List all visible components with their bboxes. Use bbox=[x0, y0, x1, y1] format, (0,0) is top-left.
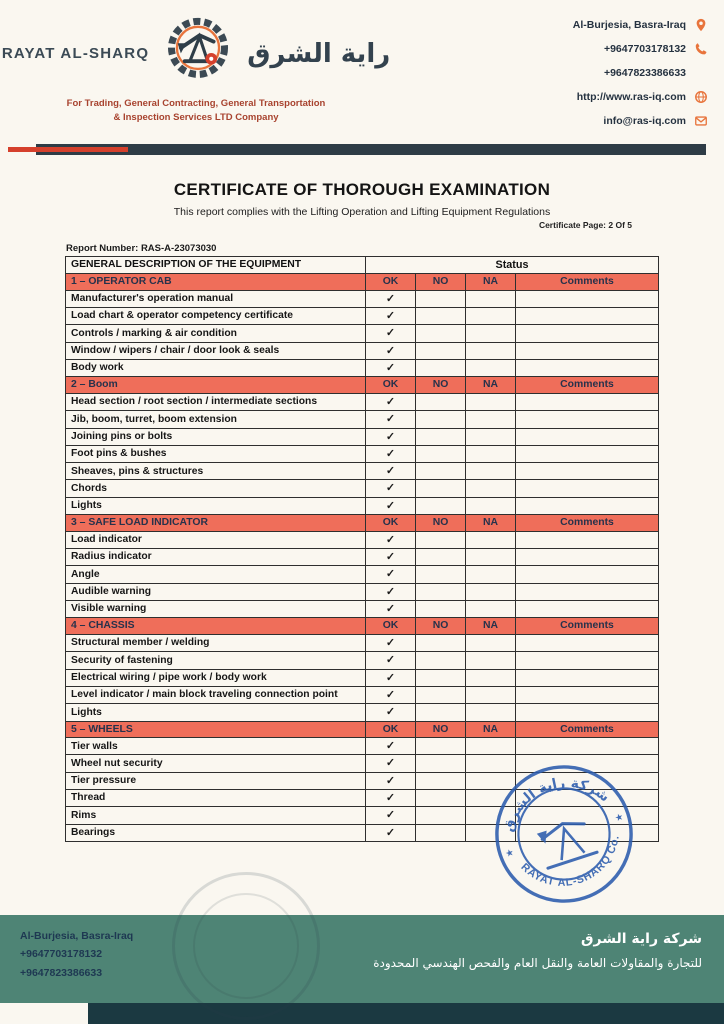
column-header-no: NO bbox=[416, 515, 466, 532]
column-header-ok: OK bbox=[366, 618, 416, 635]
column-header-comments: Comments bbox=[516, 618, 659, 635]
na-cell bbox=[466, 549, 516, 566]
ok-cell: ✓ bbox=[366, 480, 416, 497]
no-cell bbox=[416, 755, 466, 772]
section-header-row bbox=[66, 618, 659, 635]
footer-arabic-block bbox=[373, 927, 702, 970]
na-cell bbox=[466, 445, 516, 462]
contact-list bbox=[476, 12, 708, 138]
stamp-star-right-icon: ★ bbox=[613, 811, 626, 825]
column-header-no: NO bbox=[416, 721, 466, 738]
na-cell bbox=[466, 566, 516, 583]
ok-cell: ✓ bbox=[366, 497, 416, 514]
equipment-item-label: Lights bbox=[66, 497, 366, 514]
brand-block bbox=[1, 12, 391, 125]
comment-cell bbox=[516, 549, 659, 566]
equipment-item-label: Radius indicator bbox=[66, 549, 366, 566]
equipment-row bbox=[66, 393, 659, 410]
equipment-item-label: Foot pins & bushes bbox=[66, 445, 366, 462]
no-cell bbox=[416, 807, 466, 824]
ok-cell: ✓ bbox=[366, 583, 416, 600]
ok-cell: ✓ bbox=[366, 290, 416, 307]
equipment-row bbox=[66, 652, 659, 669]
section-title: 3 – SAFE LOAD INDICATOR bbox=[66, 515, 366, 532]
ok-cell: ✓ bbox=[366, 445, 416, 462]
footer-company-desc-arabic: للتجارة والمقاولات العامة والنقل العام والفحص الهندسي المحدودة bbox=[373, 956, 702, 970]
equipment-item-label: Structural member / welding bbox=[66, 634, 366, 651]
ok-cell: ✓ bbox=[366, 549, 416, 566]
na-cell bbox=[466, 634, 516, 651]
ok-cell: ✓ bbox=[366, 704, 416, 721]
header-phone2: +9647823386633 bbox=[603, 67, 686, 79]
header-website: http://www.ras-iq.com bbox=[576, 91, 686, 103]
equipment-row bbox=[66, 634, 659, 651]
tagline-line1: For Trading, General Contracting, General Transportation bbox=[66, 98, 326, 109]
comment-cell bbox=[516, 428, 659, 445]
na-cell bbox=[466, 480, 516, 497]
contact-row-phone1 bbox=[476, 42, 708, 56]
na-cell bbox=[466, 393, 516, 410]
no-cell bbox=[416, 497, 466, 514]
column-header-ok: OK bbox=[366, 377, 416, 394]
footer-phone2: +9647823386633 bbox=[20, 966, 103, 979]
no-cell bbox=[416, 428, 466, 445]
no-cell bbox=[416, 549, 466, 566]
equipment-item-label: Load chart & operator competency certificate bbox=[66, 308, 366, 325]
no-cell bbox=[416, 824, 466, 841]
comment-cell bbox=[516, 342, 659, 359]
ok-cell: ✓ bbox=[366, 738, 416, 755]
comment-cell bbox=[516, 704, 659, 721]
location-pin-icon bbox=[694, 18, 708, 32]
no-cell bbox=[416, 669, 466, 686]
report-number: Report Number: RAS-A-23073030 bbox=[66, 243, 217, 254]
no-cell bbox=[416, 583, 466, 600]
equipment-row bbox=[66, 290, 659, 307]
na-cell bbox=[466, 704, 516, 721]
ok-cell: ✓ bbox=[366, 807, 416, 824]
no-cell bbox=[416, 463, 466, 480]
company-taglines bbox=[10, 97, 382, 125]
letterhead bbox=[0, 0, 724, 138]
ok-cell: ✓ bbox=[366, 669, 416, 686]
equipment-row bbox=[66, 411, 659, 428]
comment-cell bbox=[516, 290, 659, 307]
comment-cell bbox=[516, 669, 659, 686]
section-title: 2 – Boom bbox=[66, 377, 366, 394]
equipment-item-label: Security of fastening bbox=[66, 652, 366, 669]
comment-cell bbox=[516, 497, 659, 514]
na-cell bbox=[466, 411, 516, 428]
footer-company-name-arabic: شركة راية الشرق bbox=[581, 931, 702, 947]
column-header-na: NA bbox=[466, 618, 516, 635]
header-email: info@ras-iq.com bbox=[603, 115, 686, 127]
equipment-item-label: Angle bbox=[66, 566, 366, 583]
comment-cell bbox=[516, 480, 659, 497]
equipment-item-label: Window / wipers / chair / door look & seals bbox=[66, 342, 366, 359]
header-phone1: +9647703178132 bbox=[603, 43, 686, 55]
no-cell bbox=[416, 290, 466, 307]
na-cell bbox=[466, 342, 516, 359]
equipment-row bbox=[66, 497, 659, 514]
comment-cell bbox=[516, 325, 659, 342]
column-header-ok: OK bbox=[366, 721, 416, 738]
no-cell bbox=[416, 325, 466, 342]
document-subtitle: This report complies with the Lifting Operation and Lifting Equipment Regulations bbox=[173, 206, 551, 218]
section-header-row bbox=[66, 721, 659, 738]
equipment-item-label: Bearings bbox=[66, 824, 366, 841]
comment-cell bbox=[516, 359, 659, 376]
equipment-item-label: Lights bbox=[66, 704, 366, 721]
equipment-row bbox=[66, 549, 659, 566]
ok-cell: ✓ bbox=[366, 824, 416, 841]
column-header-ok: OK bbox=[366, 515, 416, 532]
comment-cell bbox=[516, 411, 659, 428]
no-cell bbox=[416, 411, 466, 428]
description-header: GENERAL DESCRIPTION OF THE EQUIPMENT bbox=[66, 257, 366, 274]
ok-cell: ✓ bbox=[366, 686, 416, 703]
section-header-row bbox=[66, 377, 659, 394]
equipment-row bbox=[66, 445, 659, 462]
globe-icon bbox=[694, 90, 708, 104]
email-icon bbox=[694, 114, 708, 128]
equipment-row bbox=[66, 601, 659, 618]
tagline-line2: & Inspection Services LTD Company bbox=[113, 111, 279, 123]
na-cell bbox=[466, 428, 516, 445]
no-cell bbox=[416, 772, 466, 789]
equipment-row bbox=[66, 342, 659, 359]
comment-cell bbox=[516, 601, 659, 618]
contact-row-website bbox=[476, 90, 708, 104]
comment-cell bbox=[516, 583, 659, 600]
no-cell bbox=[416, 634, 466, 651]
equipment-item-label: Level indicator / main block traveling connection point bbox=[66, 686, 366, 703]
section-title: 4 – CHASSIS bbox=[66, 618, 366, 635]
contact-row-phone2 bbox=[476, 66, 708, 80]
company-name-english: RAYAT AL-SHARQ bbox=[1, 45, 150, 62]
na-cell bbox=[466, 497, 516, 514]
company-name-arabic: راية الشرق bbox=[247, 38, 391, 69]
equipment-item-label: Chords bbox=[66, 480, 366, 497]
stamp-star-left-icon: ★ bbox=[503, 846, 516, 861]
spacer-icon bbox=[694, 66, 708, 80]
equipment-item-label: Visible warning bbox=[66, 601, 366, 618]
contact-row-address bbox=[476, 18, 708, 32]
equipment-item-label: Rims bbox=[66, 807, 366, 824]
comment-cell bbox=[516, 566, 659, 583]
no-cell bbox=[416, 308, 466, 325]
equipment-row bbox=[66, 428, 659, 445]
equipment-row bbox=[66, 480, 659, 497]
equipment-item-label: Tier pressure bbox=[66, 772, 366, 789]
equipment-row bbox=[66, 531, 659, 548]
no-cell bbox=[416, 566, 466, 583]
no-cell bbox=[416, 790, 466, 807]
equipment-row bbox=[66, 463, 659, 480]
ok-cell: ✓ bbox=[366, 566, 416, 583]
phone-icon bbox=[694, 42, 708, 56]
ok-cell: ✓ bbox=[366, 342, 416, 359]
comment-cell bbox=[516, 652, 659, 669]
column-header-comments: Comments bbox=[516, 721, 659, 738]
no-cell bbox=[416, 601, 466, 618]
ok-cell: ✓ bbox=[366, 428, 416, 445]
equipment-item-label: Electrical wiring / pipe work / body work bbox=[66, 669, 366, 686]
ok-cell: ✓ bbox=[366, 790, 416, 807]
ok-cell: ✓ bbox=[366, 531, 416, 548]
no-cell bbox=[416, 342, 466, 359]
equipment-item-label: Tier walls bbox=[66, 738, 366, 755]
na-cell bbox=[466, 290, 516, 307]
stamp-english-text: RAYAT AL-SHARQ Co. bbox=[518, 834, 622, 889]
comment-cell bbox=[516, 445, 659, 462]
equipment-row bbox=[66, 583, 659, 600]
ok-cell: ✓ bbox=[366, 359, 416, 376]
no-cell bbox=[416, 393, 466, 410]
comment-cell bbox=[516, 393, 659, 410]
na-cell bbox=[466, 652, 516, 669]
ok-cell: ✓ bbox=[366, 393, 416, 410]
red-accent-bar bbox=[8, 147, 128, 152]
na-cell bbox=[466, 686, 516, 703]
na-cell bbox=[466, 359, 516, 376]
footer bbox=[0, 915, 724, 1003]
equipment-row bbox=[66, 686, 659, 703]
column-header-comments: Comments bbox=[516, 377, 659, 394]
gear-pumpjack-logo-icon bbox=[159, 12, 237, 90]
stamp-pumpjack-icon bbox=[536, 816, 597, 868]
na-cell bbox=[466, 669, 516, 686]
faint-stamp-watermark bbox=[172, 872, 320, 1020]
header-separator bbox=[0, 140, 724, 158]
ok-cell: ✓ bbox=[366, 463, 416, 480]
equipment-item-label: Head section / root section / intermediate sections bbox=[66, 393, 366, 410]
column-header-ok: OK bbox=[366, 274, 416, 291]
column-header-no: NO bbox=[416, 377, 466, 394]
column-header-na: NA bbox=[466, 377, 516, 394]
section-title: 1 – OPERATOR CAB bbox=[66, 274, 366, 291]
no-cell bbox=[416, 445, 466, 462]
no-cell bbox=[416, 359, 466, 376]
equipment-item-label: Body work bbox=[66, 359, 366, 376]
equipment-row bbox=[66, 359, 659, 376]
ok-cell: ✓ bbox=[366, 772, 416, 789]
comment-cell bbox=[516, 634, 659, 651]
equipment-item-label: Controls / marking & air condition bbox=[66, 325, 366, 342]
equipment-item-label: Jib, boom, turret, boom extension bbox=[66, 411, 366, 428]
comment-cell bbox=[516, 463, 659, 480]
column-header-comments: Comments bbox=[516, 515, 659, 532]
comment-cell bbox=[516, 308, 659, 325]
column-header-na: NA bbox=[466, 721, 516, 738]
no-cell bbox=[416, 531, 466, 548]
na-cell bbox=[466, 531, 516, 548]
section-header-row bbox=[66, 515, 659, 532]
equipment-item-label: Load indicator bbox=[66, 531, 366, 548]
section-title: 5 – WHEELS bbox=[66, 721, 366, 738]
dark-divider-bar bbox=[36, 144, 706, 155]
column-header-na: NA bbox=[466, 515, 516, 532]
footer-bottom-bar bbox=[88, 1003, 724, 1024]
comment-cell bbox=[516, 531, 659, 548]
ok-cell: ✓ bbox=[366, 325, 416, 342]
equipment-row bbox=[66, 566, 659, 583]
company-stamp bbox=[478, 748, 650, 920]
section-header-row bbox=[66, 274, 659, 291]
na-cell bbox=[466, 308, 516, 325]
ok-cell: ✓ bbox=[366, 634, 416, 651]
column-header-na: NA bbox=[466, 274, 516, 291]
no-cell bbox=[416, 480, 466, 497]
status-header: Status bbox=[366, 257, 659, 274]
na-cell bbox=[466, 463, 516, 480]
stamp-arabic-text: شركة راية الشرق bbox=[500, 775, 613, 834]
certificate-page-label: Certificate Page: 2 Of 5 bbox=[538, 220, 632, 230]
comment-cell bbox=[516, 686, 659, 703]
na-cell bbox=[466, 583, 516, 600]
column-header-no: NO bbox=[416, 274, 466, 291]
equipment-row bbox=[66, 308, 659, 325]
ok-cell: ✓ bbox=[366, 411, 416, 428]
table-header-row bbox=[66, 257, 659, 274]
footer-contact-block bbox=[20, 927, 133, 982]
header-address: Al-Burjesia, Basra-Iraq bbox=[572, 19, 686, 31]
equipment-item-label: Wheel nut security bbox=[66, 755, 366, 772]
ok-cell: ✓ bbox=[366, 601, 416, 618]
column-header-comments: Comments bbox=[516, 274, 659, 291]
equipment-row bbox=[66, 325, 659, 342]
na-cell bbox=[466, 601, 516, 618]
equipment-item-label: Sheaves, pins & structures bbox=[66, 463, 366, 480]
no-cell bbox=[416, 738, 466, 755]
equipment-item-label: Audible warning bbox=[66, 583, 366, 600]
ok-cell: ✓ bbox=[366, 308, 416, 325]
equipment-item-label: Thread bbox=[66, 790, 366, 807]
footer-phone1: +9647703178132 bbox=[20, 948, 103, 961]
ok-cell: ✓ bbox=[366, 755, 416, 772]
no-cell bbox=[416, 704, 466, 721]
equipment-row bbox=[66, 704, 659, 721]
ok-cell: ✓ bbox=[366, 652, 416, 669]
footer-address: Al-Burjesia, Basra-Iraq bbox=[20, 930, 134, 942]
equipment-item-label: Joining pins or bolts bbox=[66, 428, 366, 445]
document-title: CERTIFICATE OF THOROUGH EXAMINATION bbox=[173, 180, 551, 199]
equipment-item-label: Manufacturer's operation manual bbox=[66, 290, 366, 307]
no-cell bbox=[416, 686, 466, 703]
na-cell bbox=[466, 325, 516, 342]
no-cell bbox=[416, 652, 466, 669]
equipment-row bbox=[66, 669, 659, 686]
column-header-no: NO bbox=[416, 618, 466, 635]
company-logo bbox=[159, 12, 237, 95]
contact-row-email bbox=[476, 114, 708, 128]
